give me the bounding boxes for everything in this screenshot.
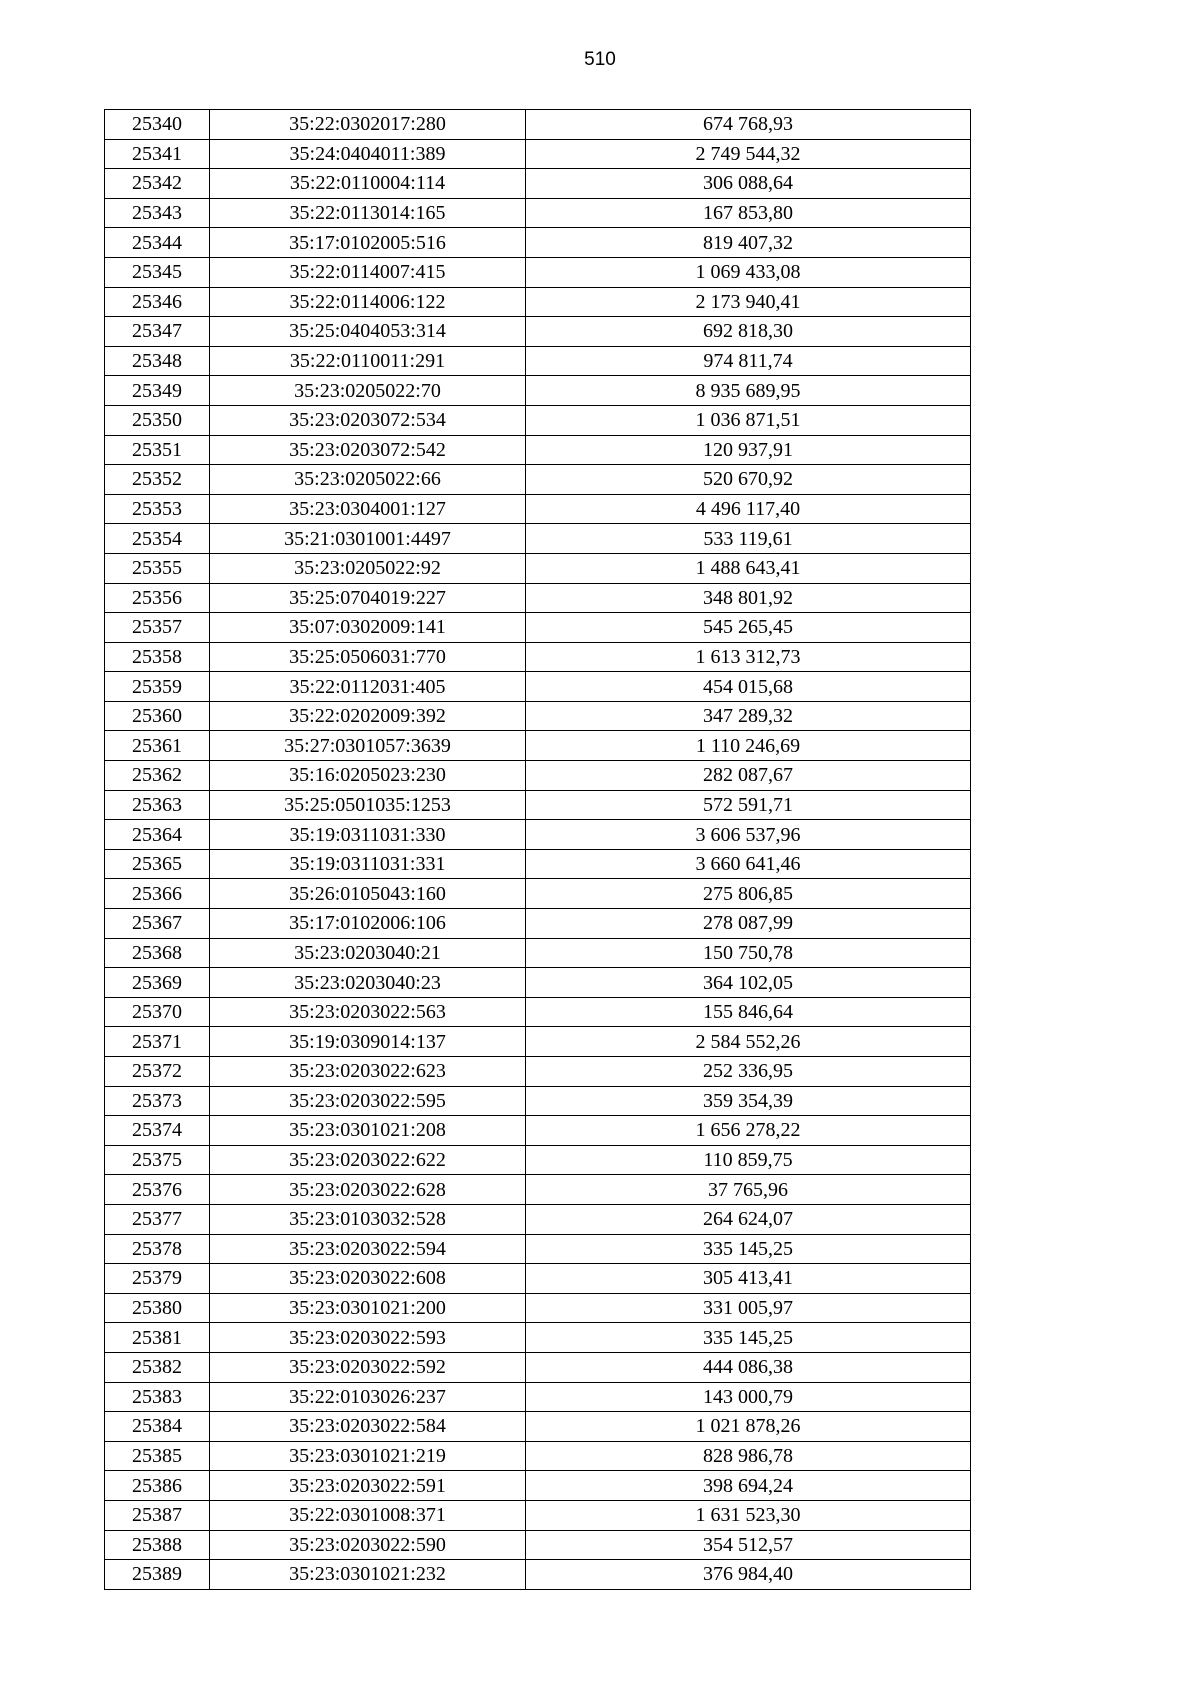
cadastral-value-cell: 275 806,85 bbox=[526, 879, 971, 909]
cadastral-value-table bbox=[104, 109, 971, 1590]
cadastral-number-cell: 35:17:0102006:106 bbox=[210, 909, 526, 939]
cadastral-number-cell: 35:23:0203022:595 bbox=[210, 1086, 526, 1116]
cadastral-number-cell: 35:27:0301057:3639 bbox=[210, 731, 526, 761]
cadastral-number-cell: 35:21:0301001:4497 bbox=[210, 524, 526, 554]
cadastral-number-cell: 35:23:0203040:23 bbox=[210, 968, 526, 998]
cadastral-value-cell: 974 811,74 bbox=[526, 346, 971, 376]
cadastral-number-cell: 35:22:0114006:122 bbox=[210, 287, 526, 317]
cadastral-number-cell: 35:23:0203022:628 bbox=[210, 1175, 526, 1205]
cadastral-value-cell: 2 584 552,26 bbox=[526, 1027, 971, 1057]
row-number-cell: 25363 bbox=[105, 790, 210, 820]
cadastral-value-cell: 2 749 544,32 bbox=[526, 139, 971, 169]
cadastral-value-cell: 347 289,32 bbox=[526, 701, 971, 731]
row-number-cell: 25344 bbox=[105, 228, 210, 258]
row-number-cell: 25371 bbox=[105, 1027, 210, 1057]
cadastral-number-cell: 35:22:0114007:415 bbox=[210, 257, 526, 287]
cadastral-number-cell: 35:23:0203022:593 bbox=[210, 1323, 526, 1353]
cadastral-value-cell: 282 087,67 bbox=[526, 761, 971, 791]
cadastral-number-cell: 35:19:0311031:331 bbox=[210, 849, 526, 879]
cadastral-value-cell: 37 765,96 bbox=[526, 1175, 971, 1205]
cadastral-number-cell: 35:23:0203040:21 bbox=[210, 938, 526, 968]
cadastral-value-cell: 335 145,25 bbox=[526, 1234, 971, 1264]
row-number-cell: 25378 bbox=[105, 1234, 210, 1264]
row-number-cell: 25375 bbox=[105, 1145, 210, 1175]
row-number-cell: 25383 bbox=[105, 1382, 210, 1412]
row-number-cell: 25388 bbox=[105, 1530, 210, 1560]
cadastral-number-cell: 35:22:0113014:165 bbox=[210, 198, 526, 228]
table-row bbox=[105, 879, 971, 909]
cadastral-value-cell: 1 110 246,69 bbox=[526, 731, 971, 761]
cadastral-value-cell: 278 087,99 bbox=[526, 909, 971, 939]
row-number-cell: 25384 bbox=[105, 1412, 210, 1442]
cadastral-value-cell: 1 021 878,26 bbox=[526, 1412, 971, 1442]
cadastral-value-cell: 454 015,68 bbox=[526, 672, 971, 702]
cadastral-value-cell: 444 086,38 bbox=[526, 1352, 971, 1382]
cadastral-value-cell: 305 413,41 bbox=[526, 1264, 971, 1294]
table-row bbox=[105, 968, 971, 998]
row-number-cell: 25356 bbox=[105, 583, 210, 613]
table-row bbox=[105, 1441, 971, 1471]
table-row bbox=[105, 524, 971, 554]
cadastral-number-cell: 35:19:0311031:330 bbox=[210, 820, 526, 850]
table-row bbox=[105, 761, 971, 791]
cadastral-number-cell: 35:22:0110011:291 bbox=[210, 346, 526, 376]
row-number-cell: 25355 bbox=[105, 553, 210, 583]
table-row bbox=[105, 139, 971, 169]
table-row bbox=[105, 701, 971, 731]
row-number-cell: 25374 bbox=[105, 1116, 210, 1146]
row-number-cell: 25379 bbox=[105, 1264, 210, 1294]
table-row bbox=[105, 287, 971, 317]
cadastral-number-cell: 35:22:0103026:237 bbox=[210, 1382, 526, 1412]
cadastral-number-cell: 35:22:0110004:114 bbox=[210, 169, 526, 199]
table-row bbox=[105, 1234, 971, 1264]
cadastral-number-cell: 35:23:0205022:70 bbox=[210, 376, 526, 406]
table-row bbox=[105, 1057, 971, 1087]
cadastral-value-cell: 376 984,40 bbox=[526, 1560, 971, 1590]
row-number-cell: 25354 bbox=[105, 524, 210, 554]
row-number-cell: 25376 bbox=[105, 1175, 210, 1205]
row-number-cell: 25372 bbox=[105, 1057, 210, 1087]
cadastral-value-cell: 306 088,64 bbox=[526, 169, 971, 199]
row-number-cell: 25380 bbox=[105, 1293, 210, 1323]
row-number-cell: 25346 bbox=[105, 287, 210, 317]
row-number-cell: 25348 bbox=[105, 346, 210, 376]
row-number-cell: 25362 bbox=[105, 761, 210, 791]
row-number-cell: 25347 bbox=[105, 317, 210, 347]
cadastral-value-cell: 110 859,75 bbox=[526, 1145, 971, 1175]
cadastral-number-cell: 35:07:0302009:141 bbox=[210, 613, 526, 643]
row-number-cell: 25373 bbox=[105, 1086, 210, 1116]
cadastral-number-cell: 35:17:0102005:516 bbox=[210, 228, 526, 258]
table-row bbox=[105, 642, 971, 672]
row-number-cell: 25343 bbox=[105, 198, 210, 228]
cadastral-value-cell: 819 407,32 bbox=[526, 228, 971, 258]
table-row bbox=[105, 553, 971, 583]
table-row bbox=[105, 1175, 971, 1205]
cadastral-value-cell: 1 488 643,41 bbox=[526, 553, 971, 583]
cadastral-value-cell: 252 336,95 bbox=[526, 1057, 971, 1087]
table-row bbox=[105, 435, 971, 465]
cadastral-value-cell: 359 354,39 bbox=[526, 1086, 971, 1116]
cadastral-value-cell: 572 591,71 bbox=[526, 790, 971, 820]
table-row bbox=[105, 1145, 971, 1175]
cadastral-value-cell: 398 694,24 bbox=[526, 1471, 971, 1501]
cadastral-value-cell: 331 005,97 bbox=[526, 1293, 971, 1323]
table-row bbox=[105, 1293, 971, 1323]
cadastral-value-cell: 264 624,07 bbox=[526, 1204, 971, 1234]
table-row bbox=[105, 346, 971, 376]
table-row bbox=[105, 1412, 971, 1442]
table-row bbox=[105, 790, 971, 820]
cadastral-value-cell: 155 846,64 bbox=[526, 997, 971, 1027]
table-row bbox=[105, 1500, 971, 1530]
row-number-cell: 25387 bbox=[105, 1500, 210, 1530]
cadastral-number-cell: 35:23:0103032:528 bbox=[210, 1204, 526, 1234]
cadastral-number-cell: 35:23:0203022:623 bbox=[210, 1057, 526, 1087]
cadastral-number-cell: 35:23:0203022:590 bbox=[210, 1530, 526, 1560]
cadastral-number-cell: 35:23:0301021:232 bbox=[210, 1560, 526, 1590]
table-row bbox=[105, 1264, 971, 1294]
cadastral-value-cell: 3 660 641,46 bbox=[526, 849, 971, 879]
cadastral-value-cell: 1 631 523,30 bbox=[526, 1500, 971, 1530]
cadastral-number-cell: 35:23:0301021:219 bbox=[210, 1441, 526, 1471]
table-row bbox=[105, 1086, 971, 1116]
table-row bbox=[105, 583, 971, 613]
row-number-cell: 25349 bbox=[105, 376, 210, 406]
cadastral-value-cell: 1 069 433,08 bbox=[526, 257, 971, 287]
cadastral-value-cell: 520 670,92 bbox=[526, 465, 971, 495]
row-number-cell: 25370 bbox=[105, 997, 210, 1027]
row-number-cell: 25352 bbox=[105, 465, 210, 495]
table-row bbox=[105, 257, 971, 287]
row-number-cell: 25341 bbox=[105, 139, 210, 169]
table-row bbox=[105, 1530, 971, 1560]
table-row bbox=[105, 1471, 971, 1501]
table-row bbox=[105, 909, 971, 939]
cadastral-number-cell: 35:23:0203022:594 bbox=[210, 1234, 526, 1264]
cadastral-number-cell: 35:23:0301021:208 bbox=[210, 1116, 526, 1146]
cadastral-number-cell: 35:25:0506031:770 bbox=[210, 642, 526, 672]
row-number-cell: 25377 bbox=[105, 1204, 210, 1234]
cadastral-value-cell: 167 853,80 bbox=[526, 198, 971, 228]
table-row bbox=[105, 1352, 971, 1382]
table-row bbox=[105, 1116, 971, 1146]
row-number-cell: 25368 bbox=[105, 938, 210, 968]
table-body bbox=[105, 110, 971, 1590]
cadastral-value-cell: 364 102,05 bbox=[526, 968, 971, 998]
cadastral-number-cell: 35:22:0302017:280 bbox=[210, 110, 526, 140]
cadastral-value-cell: 828 986,78 bbox=[526, 1441, 971, 1471]
table-row bbox=[105, 672, 971, 702]
table-row bbox=[105, 997, 971, 1027]
cadastral-number-cell: 35:23:0203022:622 bbox=[210, 1145, 526, 1175]
row-number-cell: 25382 bbox=[105, 1352, 210, 1382]
row-number-cell: 25360 bbox=[105, 701, 210, 731]
row-number-cell: 25345 bbox=[105, 257, 210, 287]
table-row bbox=[105, 110, 971, 140]
row-number-cell: 25350 bbox=[105, 405, 210, 435]
cadastral-value-cell: 120 937,91 bbox=[526, 435, 971, 465]
cadastral-value-cell: 2 173 940,41 bbox=[526, 287, 971, 317]
row-number-cell: 25369 bbox=[105, 968, 210, 998]
table-row bbox=[105, 938, 971, 968]
row-number-cell: 25361 bbox=[105, 731, 210, 761]
table-row bbox=[105, 169, 971, 199]
cadastral-value-cell: 4 496 117,40 bbox=[526, 494, 971, 524]
cadastral-number-cell: 35:16:0205023:230 bbox=[210, 761, 526, 791]
cadastral-number-cell: 35:22:0202009:392 bbox=[210, 701, 526, 731]
cadastral-value-cell: 545 265,45 bbox=[526, 613, 971, 643]
cadastral-value-cell: 348 801,92 bbox=[526, 583, 971, 613]
table-row bbox=[105, 1382, 971, 1412]
cadastral-value-cell: 1 613 312,73 bbox=[526, 642, 971, 672]
cadastral-value-cell: 533 119,61 bbox=[526, 524, 971, 554]
table-row bbox=[105, 465, 971, 495]
cadastral-value-cell: 1 036 871,51 bbox=[526, 405, 971, 435]
cadastral-number-cell: 35:26:0105043:160 bbox=[210, 879, 526, 909]
cadastral-number-cell: 35:25:0704019:227 bbox=[210, 583, 526, 613]
row-number-cell: 25353 bbox=[105, 494, 210, 524]
cadastral-number-cell: 35:23:0203022:584 bbox=[210, 1412, 526, 1442]
row-number-cell: 25351 bbox=[105, 435, 210, 465]
row-number-cell: 25359 bbox=[105, 672, 210, 702]
row-number-cell: 25365 bbox=[105, 849, 210, 879]
row-number-cell: 25357 bbox=[105, 613, 210, 643]
table-row bbox=[105, 317, 971, 347]
cadastral-value-cell: 8 935 689,95 bbox=[526, 376, 971, 406]
row-number-cell: 25389 bbox=[105, 1560, 210, 1590]
table-row bbox=[105, 1323, 971, 1353]
table-row bbox=[105, 820, 971, 850]
row-number-cell: 25358 bbox=[105, 642, 210, 672]
row-number-cell: 25381 bbox=[105, 1323, 210, 1353]
cadastral-number-cell: 35:23:0205022:92 bbox=[210, 553, 526, 583]
row-number-cell: 25385 bbox=[105, 1441, 210, 1471]
cadastral-value-cell: 150 750,78 bbox=[526, 938, 971, 968]
cadastral-value-cell: 335 145,25 bbox=[526, 1323, 971, 1353]
row-number-cell: 25340 bbox=[105, 110, 210, 140]
cadastral-number-cell: 35:25:0404053:314 bbox=[210, 317, 526, 347]
cadastral-value-cell: 674 768,93 bbox=[526, 110, 971, 140]
table-row bbox=[105, 613, 971, 643]
cadastral-number-cell: 35:23:0203022:591 bbox=[210, 1471, 526, 1501]
table-row bbox=[105, 849, 971, 879]
cadastral-number-cell: 35:19:0309014:137 bbox=[210, 1027, 526, 1057]
cadastral-value-cell: 143 000,79 bbox=[526, 1382, 971, 1412]
cadastral-value-cell: 3 606 537,96 bbox=[526, 820, 971, 850]
row-number-cell: 25342 bbox=[105, 169, 210, 199]
table-row bbox=[105, 1204, 971, 1234]
cadastral-number-cell: 35:23:0304001:127 bbox=[210, 494, 526, 524]
cadastral-value-cell: 692 818,30 bbox=[526, 317, 971, 347]
row-number-cell: 25366 bbox=[105, 879, 210, 909]
table-row bbox=[105, 198, 971, 228]
cadastral-number-cell: 35:22:0112031:405 bbox=[210, 672, 526, 702]
cadastral-number-cell: 35:23:0203022:608 bbox=[210, 1264, 526, 1294]
table-row bbox=[105, 228, 971, 258]
cadastral-number-cell: 35:25:0501035:1253 bbox=[210, 790, 526, 820]
cadastral-value-cell: 354 512,57 bbox=[526, 1530, 971, 1560]
table-row bbox=[105, 731, 971, 761]
cadastral-number-cell: 35:23:0205022:66 bbox=[210, 465, 526, 495]
table-row bbox=[105, 376, 971, 406]
cadastral-number-cell: 35:23:0203072:534 bbox=[210, 405, 526, 435]
table-row bbox=[105, 405, 971, 435]
cadastral-number-cell: 35:23:0203022:592 bbox=[210, 1352, 526, 1382]
cadastral-number-cell: 35:23:0301021:200 bbox=[210, 1293, 526, 1323]
table-row bbox=[105, 494, 971, 524]
cadastral-number-cell: 35:24:0404011:389 bbox=[210, 139, 526, 169]
table-row bbox=[105, 1027, 971, 1057]
cadastral-number-cell: 35:22:0301008:371 bbox=[210, 1500, 526, 1530]
row-number-cell: 25364 bbox=[105, 820, 210, 850]
row-number-cell: 25367 bbox=[105, 909, 210, 939]
cadastral-value-cell: 1 656 278,22 bbox=[526, 1116, 971, 1146]
page-number: 510 bbox=[584, 49, 616, 70]
cadastral-number-cell: 35:23:0203022:563 bbox=[210, 997, 526, 1027]
cadastral-number-cell: 35:23:0203072:542 bbox=[210, 435, 526, 465]
row-number-cell: 25386 bbox=[105, 1471, 210, 1501]
table-row bbox=[105, 1560, 971, 1590]
